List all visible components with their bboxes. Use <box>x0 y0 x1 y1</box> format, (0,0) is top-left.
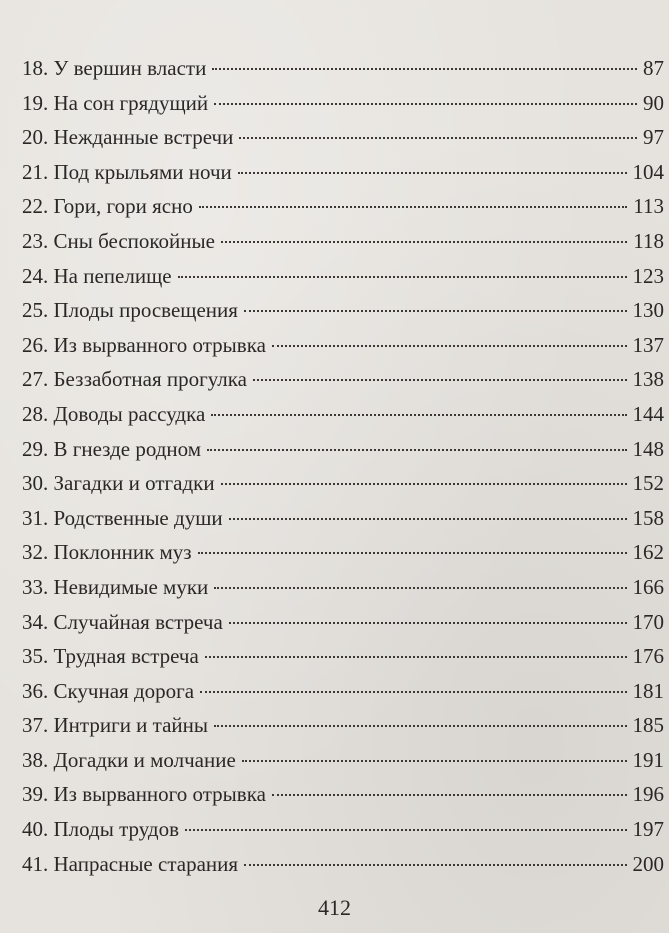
toc-entry-page: 185 <box>632 713 664 738</box>
dot-leader <box>200 691 626 693</box>
toc-entry-page: 137 <box>632 332 664 357</box>
toc-entry <box>22 120 664 155</box>
dot-leader <box>242 760 627 762</box>
dot-leader <box>212 68 637 70</box>
toc-entry-page: 158 <box>632 505 664 530</box>
toc-entry <box>22 639 664 674</box>
dot-leader <box>205 656 627 658</box>
dot-leader <box>229 622 627 624</box>
dot-leader <box>239 137 637 139</box>
toc-entry <box>22 674 664 709</box>
toc-entry <box>22 51 664 86</box>
toc-entry-page: 113 <box>633 194 664 219</box>
toc-entry-page: 144 <box>632 401 664 426</box>
toc-entry-title: 20. Нежданные встречи <box>22 125 234 150</box>
toc-entry <box>22 224 664 259</box>
toc-entry-page: 166 <box>632 574 664 599</box>
dot-leader <box>221 483 627 485</box>
toc-entry-title: 27. Беззаботная прогулка <box>22 367 247 392</box>
toc-entry <box>22 570 664 605</box>
dot-leader <box>185 829 626 831</box>
dot-leader <box>199 206 627 208</box>
dot-leader <box>244 864 626 866</box>
toc-entry-page: 138 <box>632 367 664 392</box>
toc-entry <box>22 535 664 570</box>
toc-entry <box>22 259 664 294</box>
toc-entry-title: 29. В гнезде родном <box>22 436 202 461</box>
toc-entry-title: 30. Загадки и отгадки <box>22 471 215 496</box>
toc-entry-title: 32. Поклонник муз <box>22 540 192 565</box>
toc-entry-page: 148 <box>632 436 664 461</box>
toc-entry-page: 104 <box>632 159 664 184</box>
toc-entry-page: 162 <box>632 540 664 565</box>
toc-entry <box>22 466 664 501</box>
dot-leader <box>214 587 626 589</box>
toc-entry-page: 130 <box>632 298 664 323</box>
dot-leader <box>207 449 626 451</box>
dot-leader <box>198 552 627 554</box>
toc-entry-title: 28. Доводы рассудка <box>22 401 206 426</box>
dot-leader <box>211 414 626 416</box>
toc-entry-page: 90 <box>643 90 664 115</box>
toc-entry-page: 181 <box>632 678 664 703</box>
toc-entry-title: 24. На пепелище <box>22 263 172 288</box>
toc-entry <box>22 86 664 121</box>
toc-entry-page: 118 <box>633 228 664 253</box>
toc-entry-page: 176 <box>632 644 664 669</box>
toc-entry-title: 26. Из вырванного отрывка <box>22 332 266 357</box>
toc-entry-title: 35. Трудная встреча <box>22 644 199 669</box>
table-of-contents <box>22 51 664 881</box>
toc-entry <box>22 777 664 812</box>
toc-entry <box>22 708 664 743</box>
toc-entry-title: 18. У вершин власти <box>22 56 207 80</box>
toc-entry-title: 40. Плоды трудов <box>22 817 180 842</box>
dot-leader <box>244 310 627 312</box>
dot-leader <box>253 379 627 381</box>
toc-entry-page: 197 <box>632 817 664 842</box>
dot-leader <box>214 725 626 727</box>
dot-leader <box>221 241 627 243</box>
dot-leader <box>238 172 627 174</box>
toc-entry-title: 36. Скучная дорога <box>22 678 195 703</box>
toc-entry-title: 31. Родственные души <box>22 505 223 530</box>
toc-entry <box>22 432 664 467</box>
toc-entry-title: 38. Догадки и молчание <box>22 747 236 772</box>
toc-entry <box>22 189 664 224</box>
toc-entry-page: 170 <box>632 609 664 634</box>
dot-leader <box>229 518 627 520</box>
toc-entry-title: 33. Невидимые муки <box>22 574 209 599</box>
dot-leader <box>178 276 627 278</box>
dot-leader <box>214 103 637 105</box>
toc-entry-title: 21. Под крыльями ночи <box>22 159 232 184</box>
toc-entry-title: 37. Интриги и тайны <box>22 713 209 738</box>
toc-entry-page: 200 <box>632 851 664 876</box>
dot-leader <box>272 794 627 796</box>
toc-entry <box>22 397 664 432</box>
toc-entry-page: 87 <box>643 56 664 80</box>
toc-entry-page: 196 <box>632 782 664 807</box>
toc-entry <box>22 328 664 363</box>
toc-entry <box>22 362 664 397</box>
toc-entry <box>22 812 664 847</box>
toc-entry <box>22 501 664 536</box>
toc-entry-title: 22. Гори, гори ясно <box>22 194 193 219</box>
toc-entry <box>22 605 664 640</box>
toc-entry-page: 97 <box>643 125 664 150</box>
toc-entry-title: 34. Случайная встреча <box>22 609 223 634</box>
toc-entry <box>22 293 664 328</box>
toc-entry-title: 19. На сон грядущий <box>22 90 209 115</box>
toc-entry-title: 41. Напрасные старания <box>22 851 239 876</box>
toc-entry-page: 152 <box>632 471 664 496</box>
toc-entry-title: 23. Сны беспокойные <box>22 228 215 253</box>
page-number: 412 <box>318 895 351 920</box>
dot-leader <box>272 345 627 347</box>
toc-entry-page: 123 <box>632 263 664 288</box>
toc-entry-page: 191 <box>632 747 664 772</box>
toc-entry <box>22 847 664 882</box>
toc-entry-title: 39. Из вырванного отрывка <box>22 782 266 807</box>
toc-entry <box>22 155 664 190</box>
toc-entry <box>22 743 664 778</box>
toc-entry-title: 25. Плоды просвещения <box>22 298 238 323</box>
